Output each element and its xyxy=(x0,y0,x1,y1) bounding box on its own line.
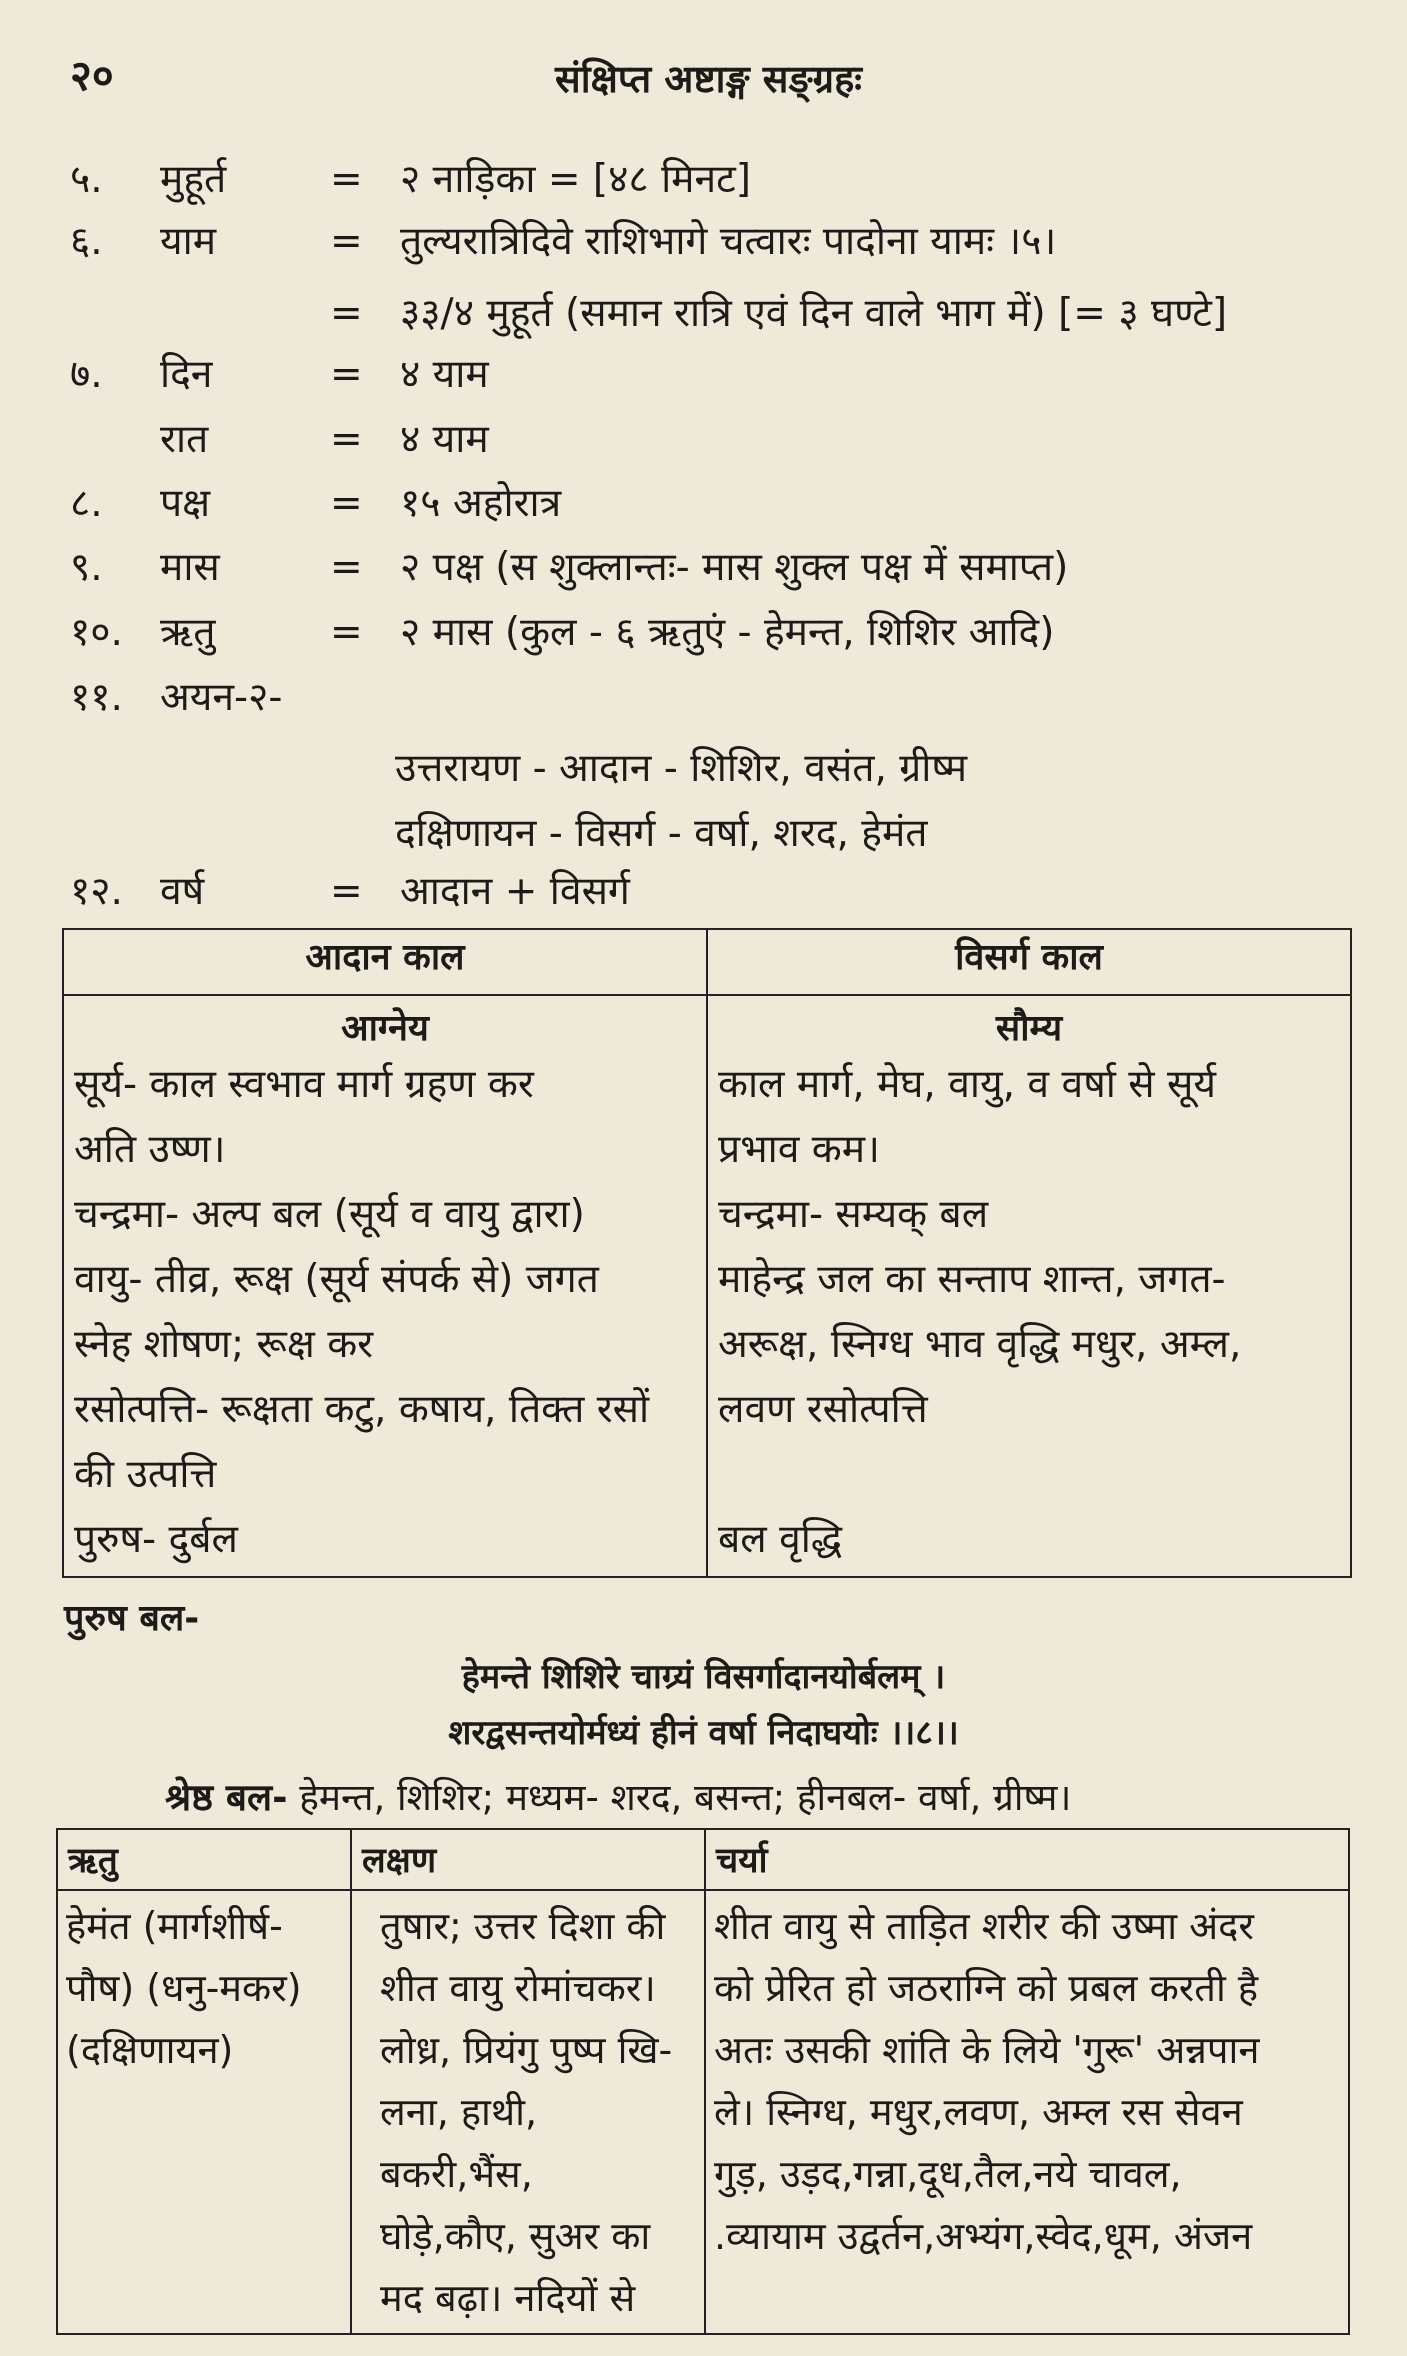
charya-cell xyxy=(705,1890,1349,2334)
unit-value: २ मास (कुल - ६ ऋतुएं - हेमन्त, शिशिर आदि) xyxy=(400,610,1055,655)
table-line: घोड़े,कौए, सुअर का xyxy=(380,2214,651,2258)
table-line: बल वृद्धि xyxy=(718,1517,843,1562)
unit-row xyxy=(60,410,1360,470)
unit-row xyxy=(60,668,1360,728)
table-line: तुषार; उत्तर दिशा की xyxy=(380,1904,666,1948)
table-line: को प्रेरित हो जठराग्नि को प्रबल करती है xyxy=(714,1966,1259,2010)
equals-sign: = xyxy=(330,545,363,590)
aadan-cell xyxy=(63,1052,707,1577)
verse-line: शरद्वसन्तयोर्मध्यं हीनं वर्षा निदाघयोः ।।८।। xyxy=(448,1713,959,1753)
unit-term: दिन xyxy=(160,352,213,397)
equals-sign: = xyxy=(330,219,363,264)
varsha-row xyxy=(60,862,1360,922)
unit-term: रात xyxy=(160,417,209,462)
ayan-line: दक्षिणायन - विसर्ग - वर्षा, शरद, हेमंत xyxy=(395,811,928,856)
equals-sign: = xyxy=(330,352,363,397)
table-line: .व्यायाम उद्वर्तन,अभ्यंग,स्वेद,धूम, अंजन xyxy=(714,2214,1253,2258)
unit-term: अयन-२- xyxy=(160,675,283,720)
ayan-line: उत्तरायण - आदान - शिशिर, वसंत, ग्रीष्म xyxy=(395,746,968,791)
unit-number: १२. xyxy=(70,869,123,914)
table-line: प्रभाव कम। xyxy=(718,1127,880,1172)
bal-summary-text: हेमन्त, शिशिर; मध्यम- शरद, बसन्त; हीनबल- वर्षा, ग्रीष्म। xyxy=(299,1776,1072,1819)
table-line: सूर्य- काल स्वभाव मार्ग ग्रहण कर xyxy=(74,1062,534,1107)
equals-sign: = xyxy=(330,610,363,655)
unit-row xyxy=(60,212,1360,272)
table-line: शीत वायु से ताड़ित शरीर की उष्मा अंदर xyxy=(714,1904,1254,1948)
table-line: गुड़, उड़द,गन्ना,दूध,तैल,नये चावल, xyxy=(714,2152,1182,2196)
table-line: अतः उसकी शांति के लिये 'गुरू' अन्नपान xyxy=(714,2028,1260,2072)
table-line: अति उष्ण। xyxy=(74,1127,226,1172)
unit-row xyxy=(60,538,1360,598)
unit-term: ऋतु xyxy=(160,610,216,655)
table-line: रसोत्पत्ति- रूक्षता कटु, कषाय, तिक्त रसों xyxy=(74,1387,650,1432)
unit-term: मास xyxy=(160,545,220,590)
unit-number: ६. xyxy=(70,219,103,264)
unit-value: आदान + विसर्ग xyxy=(400,869,630,914)
table-line: वायु- तीव्र, रूक्ष (सूर्य संपर्क से) जगत xyxy=(74,1257,599,1302)
table-subheader: सौम्य xyxy=(707,995,1351,1052)
unit-row xyxy=(60,284,1360,344)
equals-sign: = xyxy=(330,417,363,462)
equals-sign: = xyxy=(330,869,363,914)
table-line: ले। स्निग्ध, मधुर,लवण, अम्ल रस सेवन xyxy=(714,2090,1243,2134)
table-line: स्नेह शोषण; रूक्ष कर xyxy=(74,1322,374,1367)
equals-sign: = xyxy=(330,157,363,202)
ritu-cell xyxy=(57,1890,351,2334)
table-line: काल मार्ग, मेघ, वायु, व वर्षा से सूर्य xyxy=(718,1062,1216,1107)
table-line: चन्द्रमा- सम्यक् बल xyxy=(718,1192,989,1237)
unit-value: तुल्यरात्रिदिवे राशिभागे चत्वारः पादोना यामः ।५। xyxy=(400,219,1057,264)
table-line: लना, हाथी, बकरी,भैंस, xyxy=(380,2090,538,2196)
table-line: चन्द्रमा- अल्प बल (सूर्य व वायु द्वारा) xyxy=(74,1192,585,1237)
unit-term: पक्ष xyxy=(160,481,211,526)
verse-line: हेमन्ते शिशिरे चाग्र्यं विसर्गादानयोर्बलम् । xyxy=(461,1657,946,1697)
table-header: आदान काल xyxy=(63,929,707,995)
table-header: ऋतु xyxy=(57,1829,351,1890)
page-header xyxy=(70,46,1347,106)
unit-number: ९. xyxy=(70,545,103,590)
table-line: अरूक्ष, स्निग्ध भाव वृद्धि मधुर, अम्ल, xyxy=(718,1322,1242,1367)
unit-term: मुहूर्त xyxy=(160,157,227,202)
unit-number: ५. xyxy=(70,157,103,202)
shreshth-bal-label: श्रेष्ठ बल- xyxy=(165,1776,288,1819)
unit-number: ७. xyxy=(70,352,103,397)
table-line: लोध्र, प्रियंगु पुष्प खि- xyxy=(380,2028,673,2072)
table-header: चर्या xyxy=(705,1829,1349,1890)
table-line: की उत्पत्ति xyxy=(74,1452,217,1497)
unit-value: ३३/४ मुहूर्त (समान रात्रि एवं दिन वाले भाग में) [= ३ घण्टे] xyxy=(400,291,1228,336)
lakshan-cell xyxy=(351,1890,705,2334)
unit-value: २ पक्ष (स शुक्लान्तः- मास शुक्ल पक्ष में समाप्त) xyxy=(400,545,1069,590)
unit-row xyxy=(60,345,1360,405)
unit-number: ११. xyxy=(70,675,123,720)
table-header: विसर्ग काल xyxy=(707,929,1351,995)
table-line: मद बढ़ा। नदियों से xyxy=(380,2276,636,2320)
unit-term: याम xyxy=(160,219,217,264)
unit-term: वर्ष xyxy=(160,869,205,914)
visarga-cell xyxy=(707,1052,1351,1577)
unit-value: १५ अहोरात्र xyxy=(400,481,562,526)
page-number: २० xyxy=(70,51,114,100)
blank-line xyxy=(718,1442,1340,1507)
bal-summary xyxy=(165,1770,1071,1821)
purush-bal-heading: पुरुष बल- xyxy=(64,1598,200,1639)
page-title: संक्षिप्त अष्टाङ्ग सङ्ग्रहः xyxy=(555,57,862,101)
ritu-table xyxy=(56,1828,1350,2335)
unit-value: ४ याम xyxy=(400,417,489,462)
equals-sign: = xyxy=(330,291,363,336)
kaal-table xyxy=(62,928,1352,1578)
table-line: पौष) (धनु-मकर) xyxy=(66,1966,302,2010)
table-line: पुरुष- दुर्बल xyxy=(74,1517,238,1562)
unit-row xyxy=(60,150,1360,210)
table-line: शीत वायु रोमांचकर। xyxy=(380,1966,656,2010)
table-line: हेमंत (मार्गशीर्ष- xyxy=(66,1904,283,1948)
table-line: लवण रसोत्पत्ति xyxy=(718,1387,928,1432)
unit-row xyxy=(60,474,1360,534)
unit-value: २ नाड़िका = [४८ मिनट] xyxy=(400,157,752,202)
table-subheader: आग्नेय xyxy=(63,995,707,1052)
table-line: (दक्षिणायन) xyxy=(66,2028,234,2072)
equals-sign: = xyxy=(330,481,363,526)
unit-row xyxy=(60,603,1360,663)
unit-number: १०. xyxy=(70,610,123,655)
unit-number: ८. xyxy=(70,481,103,526)
table-line: माहेन्द्र जल का सन्ताप शान्त, जगत- xyxy=(718,1257,1226,1302)
unit-value: ४ याम xyxy=(400,352,489,397)
table-header: लक्षण xyxy=(351,1829,705,1890)
